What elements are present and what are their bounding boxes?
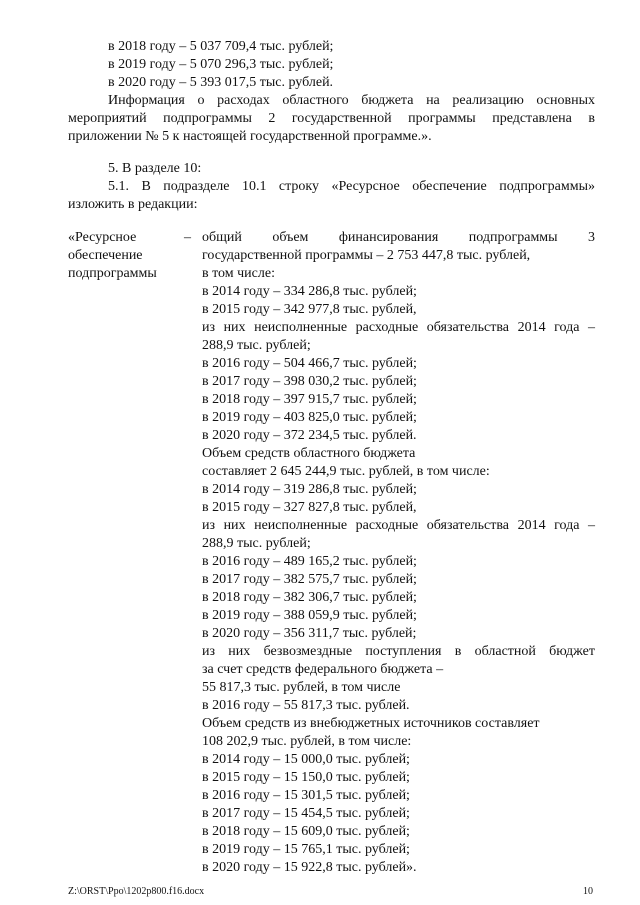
resource-line-13: Объем средств областного бюджета <box>202 446 416 461</box>
resource-line-36: в 2020 году – 15 922,8 тыс. рублей». <box>202 860 417 875</box>
resource-label-line-3: подпрограммы <box>68 266 157 281</box>
resource-line-8: в 2016 году – 504 466,7 тыс. рублей; <box>202 356 417 371</box>
resource-line-33: в 2017 году – 15 454,5 тыс. рублей; <box>202 806 410 821</box>
resource-dash: – <box>184 230 191 245</box>
resource-line-34: в 2018 году – 15 609,0 тыс. рублей; <box>202 824 410 839</box>
resource-line-9: в 2017 году – 398 030,2 тыс. рублей; <box>202 374 417 389</box>
resource-line-7: 288,9 тыс. рублей; <box>202 338 311 353</box>
resource-line-12: в 2020 году – 372 234,5 тыс. рублей. <box>202 428 417 443</box>
resource-line-27: в 2016 году – 55 817,3 тыс. рублей. <box>202 698 410 713</box>
resource-line-22: в 2019 году – 388 059,9 тыс. рублей; <box>202 608 417 623</box>
resource-line-5: в 2015 году – 342 977,8 тыс. рублей, <box>202 302 417 317</box>
resource-line-18: 288,9 тыс. рублей; <box>202 536 311 551</box>
resource-line-10: в 2018 году – 397 915,7 тыс. рублей; <box>202 392 417 407</box>
resource-line-16: в 2015 году – 327 827,8 тыс. рублей, <box>202 500 417 515</box>
resource-label-line-2: обеспечение <box>68 248 143 263</box>
resource-line-17: из них неисполненные расходные обязательства 2014 года – <box>202 518 595 533</box>
resource-line-6: из них неисполненные расходные обязательства 2014 года – <box>202 320 595 335</box>
resource-line-15: в 2014 году – 319 286,8 тыс. рублей; <box>202 482 417 497</box>
funding-line-2019: в 2019 году – 5 070 296,3 тыс. рублей; <box>108 57 334 72</box>
info-paragraph-line-1: Информация о расходах областного бюджета на реализацию основных <box>108 93 595 108</box>
info-paragraph-line-3: приложении № 5 к настоящей государственной программе.». <box>68 129 432 144</box>
info-paragraph-line-2: мероприятий подпрограммы 2 государственной программы представлена в <box>68 111 595 126</box>
resource-line-4: в 2014 году – 334 286,8 тыс. рублей; <box>202 284 417 299</box>
resource-line-29: 108 202,9 тыс. рублей, в том числе: <box>202 734 412 749</box>
resource-line-35: в 2019 году – 15 765,1 тыс. рублей; <box>202 842 410 857</box>
resource-line-24: из них безвозмездные поступления в областной бюджет <box>202 644 595 659</box>
funding-line-2018: в 2018 году – 5 037 709,4 тыс. рублей; <box>108 39 334 54</box>
resource-line-31: в 2015 году – 15 150,0 тыс. рублей; <box>202 770 410 785</box>
resource-line-19: в 2016 году – 489 165,2 тыс. рублей; <box>202 554 417 569</box>
resource-line-30: в 2014 году – 15 000,0 тыс. рублей; <box>202 752 410 767</box>
funding-line-2020: в 2020 году – 5 393 017,5 тыс. рублей. <box>108 75 334 90</box>
resource-line-1: общий объем финансирования подпрограммы 3 <box>202 230 595 245</box>
resource-line-14: составляет 2 645 244,9 тыс. рублей, в том числе: <box>202 464 490 479</box>
resource-line-28: Объем средств из внебюджетных источников составляет <box>202 716 540 731</box>
resource-line-23: в 2020 году – 356 311,7 тыс. рублей; <box>202 626 417 641</box>
section-5-1-line-2: изложить в редакции: <box>68 197 198 212</box>
section-5-1-line-1: 5.1. В подразделе 10.1 строку «Ресурсное обеспечение подпрограммы» <box>108 179 595 194</box>
resource-line-21: в 2018 году – 382 306,7 тыс. рублей; <box>202 590 417 605</box>
footer-file-path: Z:\ORST\Ppo\1202p800.f16.docx <box>68 886 205 897</box>
resource-line-2: государственной программы – 2 753 447,8 тыс. рублей, <box>202 248 531 263</box>
resource-line-20: в 2017 году – 382 575,7 тыс. рублей; <box>202 572 417 587</box>
footer-page-number: 10 <box>583 886 593 897</box>
resource-line-32: в 2016 году – 15 301,5 тыс. рублей; <box>202 788 410 803</box>
resource-line-26: 55 817,3 тыс. рублей, в том числе <box>202 680 401 695</box>
section-5-heading: 5. В разделе 10: <box>108 161 202 176</box>
resource-line-25: за счет средств федерального бюджета – <box>202 662 444 677</box>
resource-line-3: в том числе: <box>202 266 275 281</box>
resource-line-11: в 2019 году – 403 825,0 тыс. рублей; <box>202 410 417 425</box>
resource-label-line-1: «Ресурсное <box>68 230 137 245</box>
